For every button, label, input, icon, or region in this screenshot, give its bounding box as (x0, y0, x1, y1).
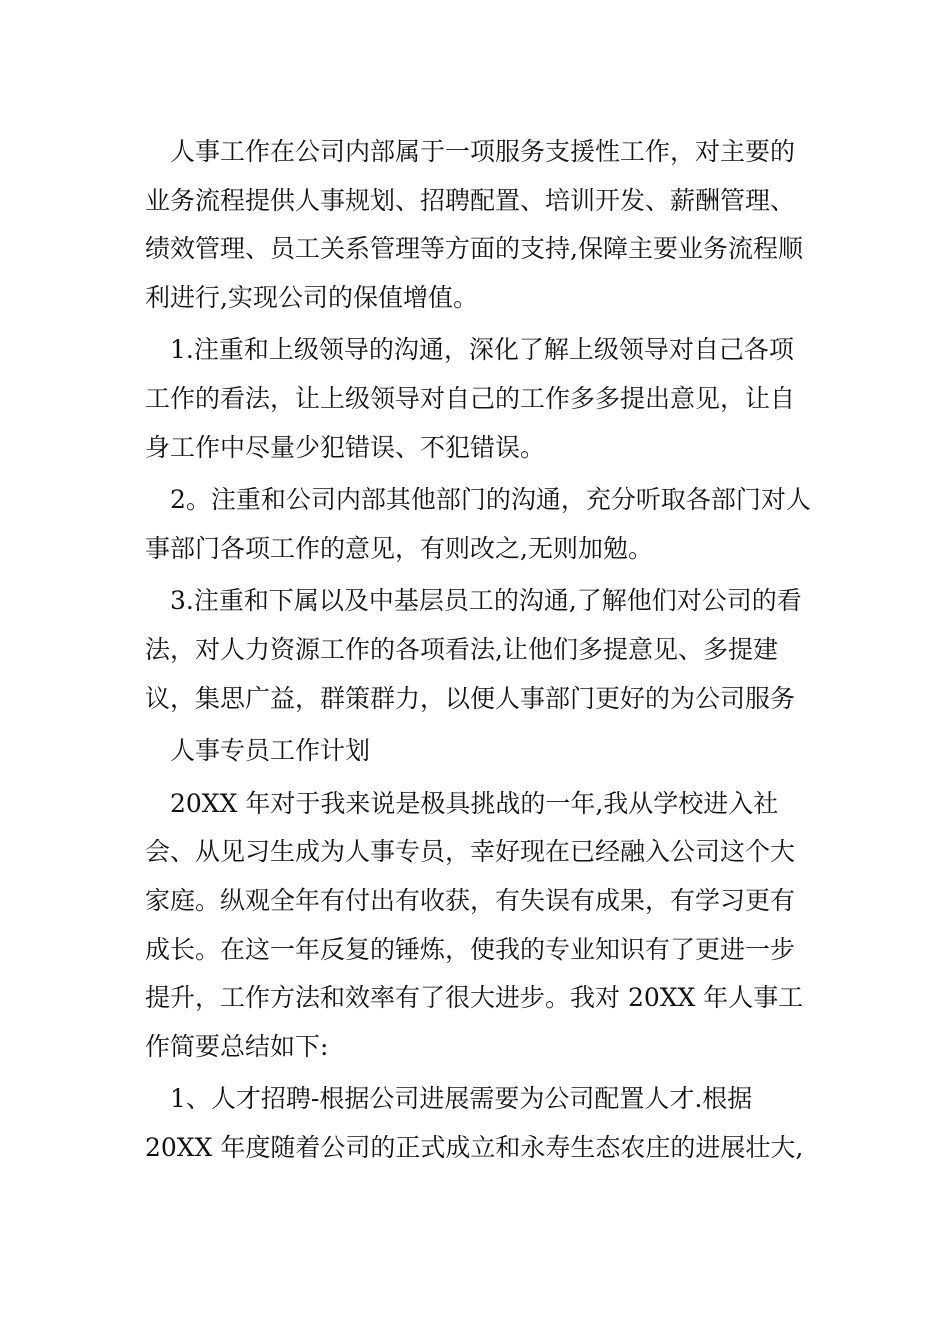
paragraph-recruitment: 1、人才招聘-根据公司进展需要为公司配置人才.根据 20XX 年度随着公司的正式成立和永寿生态农庄的进展壮大, (145, 1084, 804, 1162)
paragraph-item-2: 2。注重和公司内部其他部门的沟通，充分听取各部门对人事部门各项工作的意见，有则改之,无则加勉。 (145, 485, 811, 563)
paragraph-item-3: 3.注重和下属以及中基层员工的沟通,了解他们对公司的看法，对人力资源工作的各项看法,让他们多提意见、多提建议，集思广益，群策群力，以便人事部门更好的为公司服务 (145, 586, 802, 713)
paragraph-item-1: 1.注重和上级领导的沟通，深化了解上级领导对自己各项工作的看法，让上级领导对自己的工作多多提出意见，让自身工作中尽量少犯错误、不犯错误。 (145, 335, 796, 462)
section-title: 人事专员工作计划 (170, 736, 371, 766)
paragraph-summary: 20XX 年对于我来说是极具挑战的一年,我从学校进入社会、从见习生成为人事专员，幸好现在已经融入公司这个大家庭。纵观全年有付出有收获，有失误有成果，有学习更有成长。在这一年反复的锤炼，使我的专业知识有了更进一步提升，工作方法和效率有了很大进步。我对 20XX 年人事工作简要总结如下: (145, 788, 804, 1061)
document-body (145, 128, 815, 1176)
paragraph-intro: 人事工作在公司内部属于一项服务支援性工作，对主要的业务流程提供人事规划、招聘配置、培训开发、薪酬管理、绩效管理、员工关系管理等方面的支持,保障主要业务流程顺利进行,实现公司的保值增值。 (145, 137, 803, 312)
